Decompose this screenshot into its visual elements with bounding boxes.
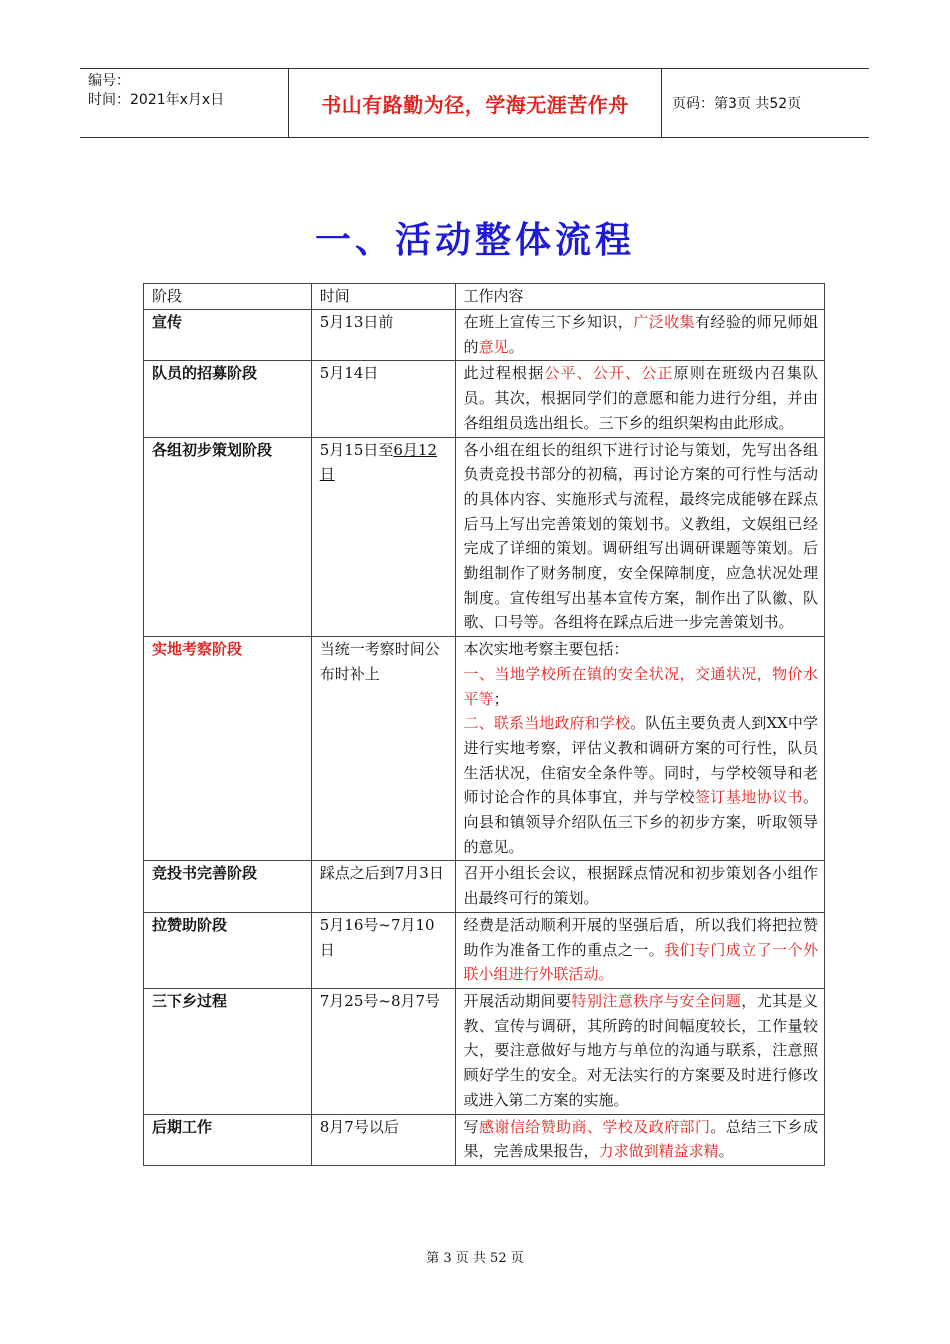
stage-cell: 实地考察阶段 [144,637,312,861]
header-motto: 书山有路勤为径，学海无涯苦作舟 [289,69,662,137]
content-cell [455,310,824,361]
time-label: 时间：2021年x月x日 [88,92,225,108]
table-row [144,361,825,437]
header-time: 时间 [311,284,455,310]
stage-cell: 后期工作 [144,1114,312,1165]
text-segment: 开展活动期间要 [463,991,572,1010]
text-segment: 签订基地协议书 [694,788,803,807]
stage-cell: 三下乡过程 [144,988,312,1114]
number-label: 编号： [88,73,130,89]
text-segment: 我们专门成立了一个外联小组进行外联活动。 [463,940,818,984]
text-segment: 有经验的师兄师姐的 [463,313,818,356]
time-cell: 5月13日前 [311,310,455,361]
text-segment: 此过程根据 [463,364,545,383]
header-page-number: 页码：第3页 共52页 [672,96,802,112]
header-meta [80,69,289,137]
time-cell: 8月7号以后 [311,1114,455,1165]
content-cell [455,988,824,1114]
text-segment: 公平、公开、公正 [544,364,674,383]
stage-cell: 队员的招募阶段 [144,361,312,437]
text-segment: 意见 [478,337,509,356]
content-cell [455,1114,824,1165]
stage-cell: 拉赞助阶段 [144,912,312,988]
process-table [143,283,825,1166]
time-cell: 当统一考察时间公布时补上 [311,637,455,861]
content-cell [455,361,824,437]
text-segment: 。向县和镇领导介绍队伍三下乡的初步方案，听取领导的意见。 [463,788,818,856]
time-cell: 踩点之后到7月3日 [311,861,455,912]
table-header-row [144,284,825,310]
text-segment: 力求做到精益求精 [598,1142,719,1161]
text-segment: 各小组在组长的组织下进行讨论与策划，先写出各组负责竞投书部分的初稿，再讨论方案的可行性与活动的具体内容、实施形式与流程，最终完成能够在踩点后马上写出完善策划的策划书。义教组，文娱组已经完成了详细的策划。调研组写出调研课题等策划。后勤组制作了财务制度，安全保障制度，应急状况处理制度。宣传组写出基本宣传方案，制作出了队徽、队歌、口号等。各组将在踩点后进一步完善策划书。 [463,440,818,632]
stage-cell: 宣传 [144,310,312,361]
text-segment: 感谢信给赞助商、学校及政府部门 [478,1117,711,1136]
content-cell [455,861,824,912]
text-segment: 。 [718,1142,734,1161]
text-segment: 原则在班级内召集队员。其次，根据同学们的意愿和能力进行分组，并由各组组员选出组长。三下乡的组织架构由此形成。 [463,364,818,432]
text-segment: ； [493,689,509,708]
time-cell: 5月16号~7月10日 [311,912,455,988]
table-row [144,637,825,861]
table-row [144,988,825,1114]
header-stage: 阶段 [144,284,312,310]
text-segment: 。 [508,337,524,356]
text-segment: ，尤其是义教、宣传与调研，其所跨的时间幅度较长，工作量较大，要注意做好与地方与单位的沟通与联系，注意照顾好学生的安全。对无法实行的方案要及时进行修改或进入第二方案的实施。 [463,991,818,1109]
content-cell [455,637,824,861]
text-segment: 本次实地考察主要包括： [463,640,629,659]
text-segment: 。总结三下乡成果，完善成果报告， [463,1117,818,1161]
page-header [80,68,869,138]
stage-cell: 各组初步策划阶段 [144,437,312,637]
time-cell [311,437,455,637]
text-segment: 广泛收集 [633,313,695,331]
header-content: 工作内容 [455,284,824,310]
stage-cell: 竞投书完善阶段 [144,861,312,912]
page-footer: 第 3 页 共 52 页 [426,1251,524,1266]
text-segment: 二、联系当地政府和学校 [463,714,631,733]
content-cell [455,437,824,637]
table-row [144,912,825,988]
text-segment: 6月12日 [319,440,438,484]
time-cell: 5月14日 [311,361,455,437]
table-row [144,1114,825,1165]
text-segment: 5月15日至 [319,440,394,459]
table-row [144,861,825,912]
text-segment: 。队伍主要负责人到XX中学进行实地考察，评估义教和调研方案的可行性，队员生活状况，住宿安全条件等。同时，与学校领导和老师讨论合作的具体事宜，并与学校 [463,714,818,807]
section-title: 一、活动整体流程 [314,220,635,261]
text-segment: 经费是活动顺利开展的坚强后盾，所以我们将把拉赞助作为准备工作的重点之一。 [463,915,818,959]
time-cell: 7月25号~8月7号 [311,988,455,1114]
content-cell [455,912,824,988]
text-segment: 在班上宣传三下乡知识， [463,313,634,331]
text-segment: 特别注意秩序与安全问题 [571,991,742,1010]
text-segment: 召开小组长会议，根据踩点情况和初步策划各小组作出最终可行的策划。 [463,864,818,908]
text-segment: 写 [463,1117,479,1136]
text-segment: 一、当地学校所在镇的安全状况，交通状况，物价水平等 [463,664,818,708]
table-row [144,310,825,361]
table-row [144,437,825,637]
